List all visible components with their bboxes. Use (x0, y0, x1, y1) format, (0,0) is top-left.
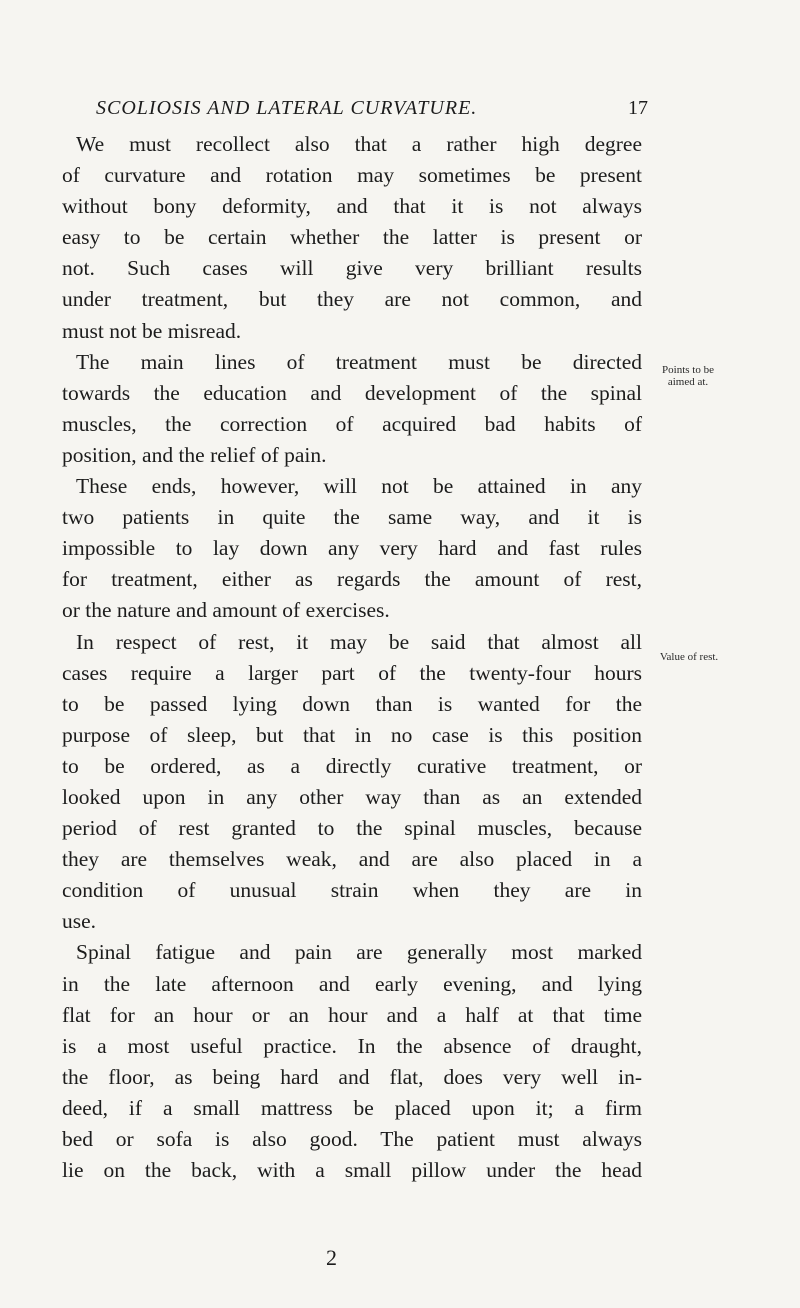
body-line: use. (62, 909, 97, 934)
body-line: The main lines of treatment must be directed (76, 349, 642, 374)
body-line: flat for an hour or an hour and a half at that time (62, 1002, 642, 1027)
signature-mark: 2 (326, 1245, 337, 1270)
body-line: in the late afternoon and early evening, and lying (62, 971, 642, 996)
body-line: Spinal fatigue and pain are generally most marked (76, 940, 642, 965)
body-line: they are themselves weak, and are also placed in a (62, 847, 642, 872)
body-line: We must recollect also that a rather high degree (76, 132, 642, 156)
body-line: without bony deformity, and that it is not always (62, 194, 642, 219)
page-number: 17 (628, 97, 648, 119)
running-title: SCOLIOSIS AND LATERAL CURVATURE. (96, 97, 478, 119)
body-line: or the nature and amount of exercises. (62, 598, 390, 623)
body-line: bed or sofa is also good. The patient must always (62, 1127, 642, 1151)
body-line: lie on the back, with a small pillow under the head (62, 1158, 642, 1183)
marginal-note-line: aimed at. (667, 376, 709, 388)
body-line: cases require a larger part of the twenty-four hours (62, 660, 642, 685)
body-line: impossible to lay down any very hard and fast rules (62, 536, 642, 561)
body-line: These ends, however, will not be attained in any (76, 474, 642, 499)
marginal-note-line: Points to be (662, 364, 714, 376)
body-line: easy to be certain whether the latter is present or (62, 225, 642, 250)
body-line: not. Such cases will give very brilliant results (62, 256, 642, 281)
running-head (96, 93, 652, 123)
body-text (62, 129, 642, 1186)
body-line: In respect of rest, it may be said that almost all (76, 629, 642, 654)
body-line: position, and the relief of pain. (62, 442, 327, 467)
body-line: to be passed lying down than is wanted for the (62, 691, 642, 716)
body-line: to be ordered, as a directly curative treatment, or (62, 753, 642, 778)
body-line: for treatment, either as regards the amount of rest, (62, 567, 642, 592)
body-line: period of rest granted to the spinal muscles, because (62, 816, 642, 841)
body-line: towards the education and development of the spinal (62, 380, 642, 405)
body-line: must not be misread. (62, 318, 242, 343)
body-line: muscles, the correction of acquired bad habits of (62, 411, 642, 436)
body-line: two patients in quite the same way, and it is (62, 505, 642, 530)
body-line: is a most useful practice. In the absence of draught, (62, 1033, 642, 1058)
marginal-note-points (651, 364, 725, 388)
body-line: purpose of sleep, but that in no case is this position (62, 722, 642, 747)
body-line: under treatment, but they are not common, and (62, 287, 642, 312)
body-line: the floor, as being hard and flat, does very well in- (62, 1064, 642, 1089)
body-line: condition of unusual strain when they are in (62, 878, 642, 903)
marginal-note-rest: Value of rest. (659, 651, 719, 663)
body-line: of curvature and rotation may sometimes be present (62, 163, 642, 188)
body-line: deed, if a small mattress be placed upon it; a firm (62, 1095, 642, 1120)
body-line: looked upon in any other way than as an extended (62, 784, 642, 809)
